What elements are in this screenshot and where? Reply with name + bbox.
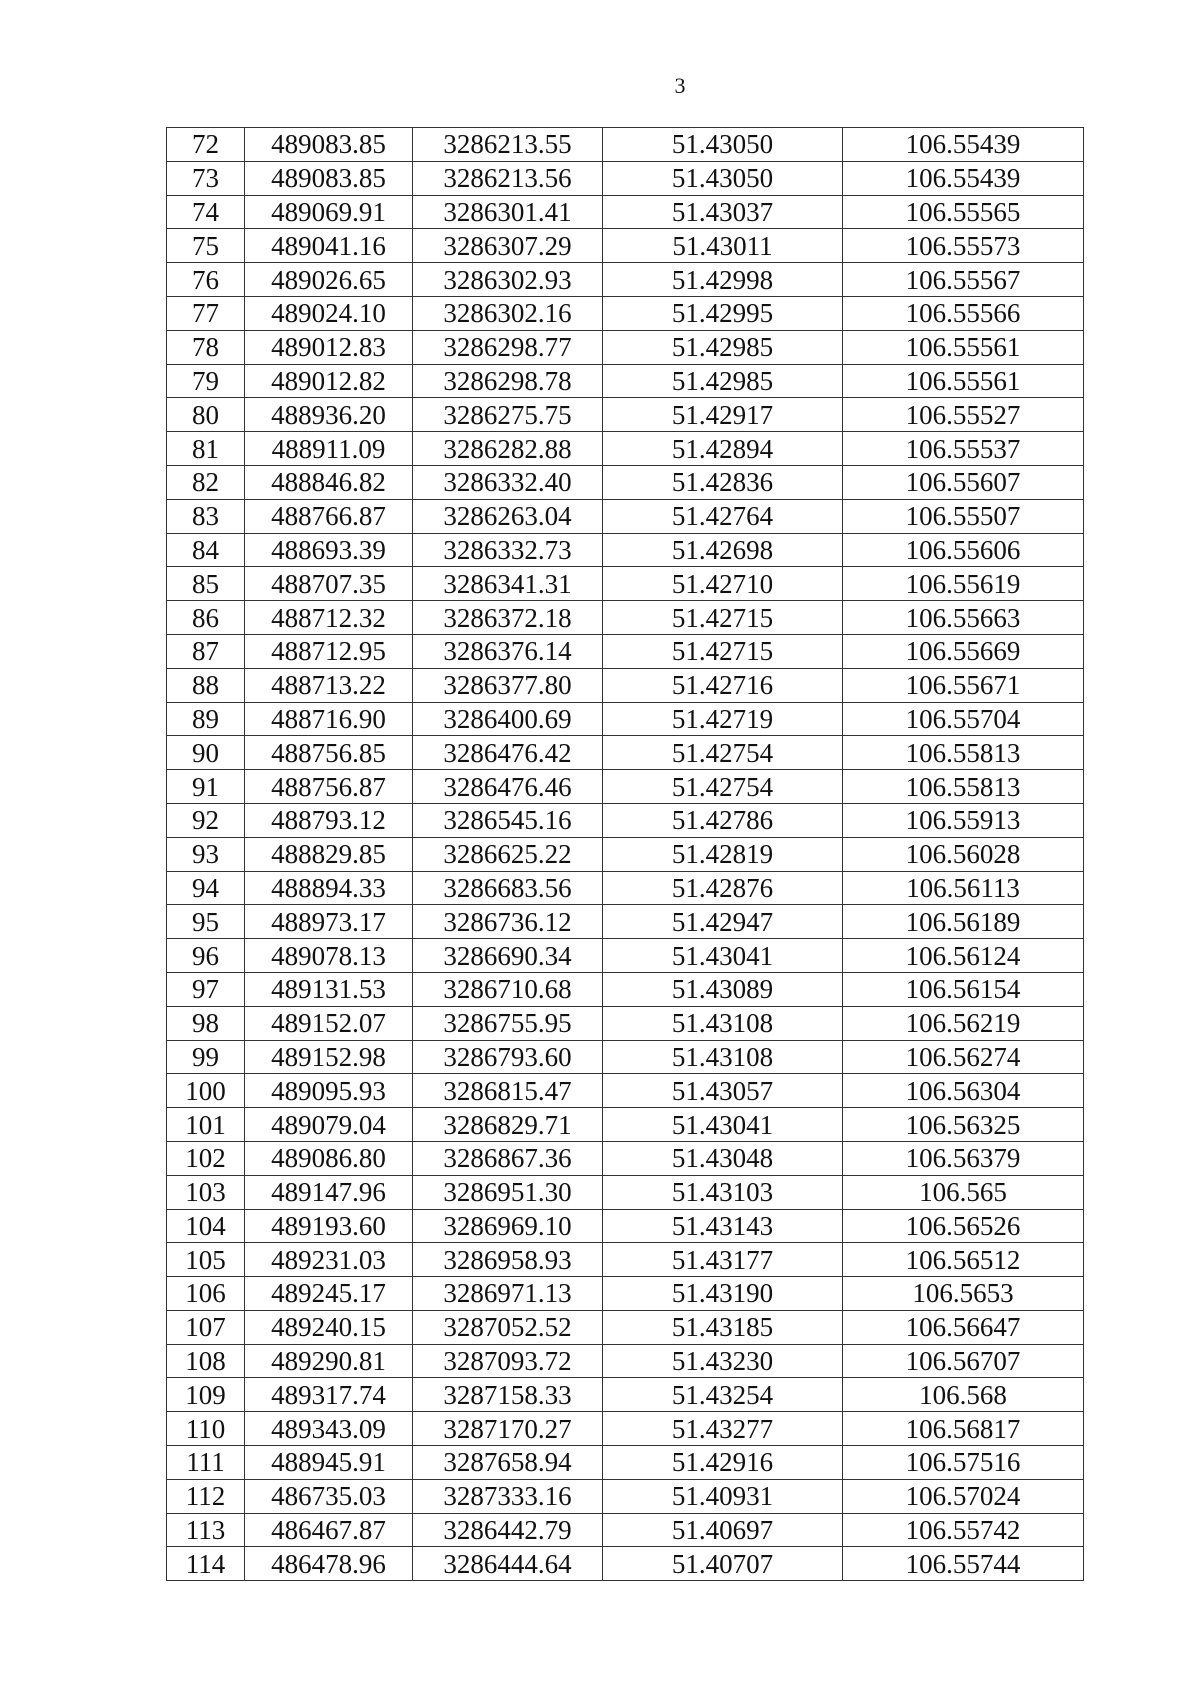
- y-coordinate-cell: 3286867.36: [413, 1141, 603, 1175]
- y-coordinate-cell: 3286377.80: [413, 668, 603, 702]
- x-coordinate-cell: 489231.03: [245, 1243, 413, 1277]
- point-number-cell: 111: [167, 1446, 245, 1480]
- point-number-cell: 82: [167, 465, 245, 499]
- latitude-cell: 51.43089: [603, 972, 843, 1006]
- x-coordinate-cell: 489343.09: [245, 1412, 413, 1446]
- latitude-cell: 51.42819: [603, 837, 843, 871]
- table-row: [167, 1108, 1084, 1142]
- point-number-cell: 105: [167, 1243, 245, 1277]
- y-coordinate-cell: 3286376.14: [413, 634, 603, 668]
- latitude-cell: 51.43185: [603, 1310, 843, 1344]
- longitude-cell: 106.56154: [843, 972, 1084, 1006]
- table-row: [167, 1344, 1084, 1378]
- longitude-cell: 106.55663: [843, 601, 1084, 635]
- x-coordinate-cell: 489290.81: [245, 1344, 413, 1378]
- point-number-cell: 102: [167, 1141, 245, 1175]
- point-number-cell: 93: [167, 837, 245, 871]
- y-coordinate-cell: 3286282.88: [413, 432, 603, 466]
- table-row: [167, 465, 1084, 499]
- point-number-cell: 107: [167, 1310, 245, 1344]
- longitude-cell: 106.56113: [843, 871, 1084, 905]
- latitude-cell: 51.42715: [603, 601, 843, 635]
- longitude-cell: 106.55813: [843, 770, 1084, 804]
- latitude-cell: 51.43277: [603, 1412, 843, 1446]
- x-coordinate-cell: 488945.91: [245, 1446, 413, 1480]
- y-coordinate-cell: 3286372.18: [413, 601, 603, 635]
- latitude-cell: 51.40931: [603, 1479, 843, 1513]
- x-coordinate-cell: 489245.17: [245, 1277, 413, 1311]
- latitude-cell: 51.42947: [603, 905, 843, 939]
- x-coordinate-cell: 488707.35: [245, 567, 413, 601]
- point-number-cell: 79: [167, 364, 245, 398]
- latitude-cell: 51.43230: [603, 1344, 843, 1378]
- point-number-cell: 80: [167, 398, 245, 432]
- y-coordinate-cell: 3286690.34: [413, 939, 603, 973]
- y-coordinate-cell: 3286298.78: [413, 364, 603, 398]
- y-coordinate-cell: 3287158.33: [413, 1378, 603, 1412]
- table-row: [167, 972, 1084, 1006]
- longitude-cell: 106.55439: [843, 161, 1084, 195]
- table-row: [167, 1277, 1084, 1311]
- table-row: [167, 1378, 1084, 1412]
- x-coordinate-cell: 488756.85: [245, 736, 413, 770]
- table-row: [167, 1074, 1084, 1108]
- y-coordinate-cell: 3286625.22: [413, 837, 603, 871]
- latitude-cell: 51.42754: [603, 736, 843, 770]
- point-number-cell: 95: [167, 905, 245, 939]
- x-coordinate-cell: 488894.33: [245, 871, 413, 905]
- table-row: [167, 330, 1084, 364]
- point-number-cell: 104: [167, 1209, 245, 1243]
- y-coordinate-cell: 3286444.64: [413, 1547, 603, 1581]
- x-coordinate-cell: 489024.10: [245, 296, 413, 330]
- longitude-cell: 106.55527: [843, 398, 1084, 432]
- table-row: [167, 398, 1084, 432]
- table-row: [167, 195, 1084, 229]
- y-coordinate-cell: 3286341.31: [413, 567, 603, 601]
- latitude-cell: 51.43057: [603, 1074, 843, 1108]
- y-coordinate-cell: 3286332.40: [413, 465, 603, 499]
- point-number-cell: 97: [167, 972, 245, 1006]
- coordinates-table-body: [167, 128, 1084, 1581]
- longitude-cell: 106.55669: [843, 634, 1084, 668]
- y-coordinate-cell: 3286302.93: [413, 263, 603, 297]
- longitude-cell: 106.55561: [843, 364, 1084, 398]
- y-coordinate-cell: 3286332.73: [413, 533, 603, 567]
- x-coordinate-cell: 489152.98: [245, 1040, 413, 1074]
- longitude-cell: 106.55537: [843, 432, 1084, 466]
- table-row: [167, 1310, 1084, 1344]
- longitude-cell: 106.57516: [843, 1446, 1084, 1480]
- table-row: [167, 128, 1084, 162]
- longitude-cell: 106.56512: [843, 1243, 1084, 1277]
- latitude-cell: 51.43048: [603, 1141, 843, 1175]
- y-coordinate-cell: 3287170.27: [413, 1412, 603, 1446]
- x-coordinate-cell: 489193.60: [245, 1209, 413, 1243]
- table-row: [167, 263, 1084, 297]
- point-number-cell: 76: [167, 263, 245, 297]
- x-coordinate-cell: 489041.16: [245, 229, 413, 263]
- y-coordinate-cell: 3286298.77: [413, 330, 603, 364]
- table-row: [167, 736, 1084, 770]
- point-number-cell: 74: [167, 195, 245, 229]
- x-coordinate-cell: 488911.09: [245, 432, 413, 466]
- latitude-cell: 51.43108: [603, 1040, 843, 1074]
- coordinates-table: [166, 127, 1084, 1581]
- point-number-cell: 94: [167, 871, 245, 905]
- x-coordinate-cell: 486735.03: [245, 1479, 413, 1513]
- y-coordinate-cell: 3286301.41: [413, 195, 603, 229]
- y-coordinate-cell: 3286683.56: [413, 871, 603, 905]
- point-number-cell: 112: [167, 1479, 245, 1513]
- point-number-cell: 103: [167, 1175, 245, 1209]
- table-row: [167, 702, 1084, 736]
- latitude-cell: 51.43050: [603, 128, 843, 162]
- longitude-cell: 106.56189: [843, 905, 1084, 939]
- point-number-cell: 88: [167, 668, 245, 702]
- page-number: 3: [674, 73, 686, 98]
- table-row: [167, 837, 1084, 871]
- point-number-cell: 98: [167, 1006, 245, 1040]
- longitude-cell: 106.56274: [843, 1040, 1084, 1074]
- x-coordinate-cell: 488793.12: [245, 803, 413, 837]
- x-coordinate-cell: 489012.83: [245, 330, 413, 364]
- table-row: [167, 634, 1084, 668]
- x-coordinate-cell: 488973.17: [245, 905, 413, 939]
- latitude-cell: 51.42710: [603, 567, 843, 601]
- longitude-cell: 106.55704: [843, 702, 1084, 736]
- table-row: [167, 770, 1084, 804]
- table-row: [167, 499, 1084, 533]
- table-row: [167, 1513, 1084, 1547]
- x-coordinate-cell: 489083.85: [245, 161, 413, 195]
- x-coordinate-cell: 488712.32: [245, 601, 413, 635]
- x-coordinate-cell: 488766.87: [245, 499, 413, 533]
- table-row: [167, 432, 1084, 466]
- longitude-cell: 106.55507: [843, 499, 1084, 533]
- latitude-cell: 51.43050: [603, 161, 843, 195]
- latitude-cell: 51.43190: [603, 1277, 843, 1311]
- table-row: [167, 1141, 1084, 1175]
- point-number-cell: 84: [167, 533, 245, 567]
- point-number-cell: 90: [167, 736, 245, 770]
- point-number-cell: 77: [167, 296, 245, 330]
- x-coordinate-cell: 489012.82: [245, 364, 413, 398]
- x-coordinate-cell: 486467.87: [245, 1513, 413, 1547]
- point-number-cell: 81: [167, 432, 245, 466]
- latitude-cell: 51.43177: [603, 1243, 843, 1277]
- latitude-cell: 51.42876: [603, 871, 843, 905]
- y-coordinate-cell: 3286476.42: [413, 736, 603, 770]
- longitude-cell: 106.55565: [843, 195, 1084, 229]
- latitude-cell: 51.42754: [603, 770, 843, 804]
- table-row: [167, 803, 1084, 837]
- longitude-cell: 106.55606: [843, 533, 1084, 567]
- latitude-cell: 51.43041: [603, 1108, 843, 1142]
- latitude-cell: 51.42719: [603, 702, 843, 736]
- latitude-cell: 51.42894: [603, 432, 843, 466]
- y-coordinate-cell: 3286476.46: [413, 770, 603, 804]
- point-number-cell: 89: [167, 702, 245, 736]
- longitude-cell: 106.55566: [843, 296, 1084, 330]
- point-number-cell: 78: [167, 330, 245, 364]
- longitude-cell: 106.56219: [843, 1006, 1084, 1040]
- table-row: [167, 1446, 1084, 1480]
- longitude-cell: 106.57024: [843, 1479, 1084, 1513]
- longitude-cell: 106.55607: [843, 465, 1084, 499]
- longitude-cell: 106.56325: [843, 1108, 1084, 1142]
- point-number-cell: 73: [167, 161, 245, 195]
- latitude-cell: 51.42836: [603, 465, 843, 499]
- longitude-cell: 106.56379: [843, 1141, 1084, 1175]
- x-coordinate-cell: 488846.82: [245, 465, 413, 499]
- y-coordinate-cell: 3287333.16: [413, 1479, 603, 1513]
- y-coordinate-cell: 3286829.71: [413, 1108, 603, 1142]
- x-coordinate-cell: 488716.90: [245, 702, 413, 736]
- point-number-cell: 96: [167, 939, 245, 973]
- point-number-cell: 101: [167, 1108, 245, 1142]
- y-coordinate-cell: 3286793.60: [413, 1040, 603, 1074]
- latitude-cell: 51.40707: [603, 1547, 843, 1581]
- longitude-cell: 106.56817: [843, 1412, 1084, 1446]
- latitude-cell: 51.42716: [603, 668, 843, 702]
- point-number-cell: 91: [167, 770, 245, 804]
- point-number-cell: 99: [167, 1040, 245, 1074]
- table-row: [167, 533, 1084, 567]
- x-coordinate-cell: 488713.22: [245, 668, 413, 702]
- y-coordinate-cell: 3286958.93: [413, 1243, 603, 1277]
- x-coordinate-cell: 488829.85: [245, 837, 413, 871]
- latitude-cell: 51.42917: [603, 398, 843, 432]
- x-coordinate-cell: 488693.39: [245, 533, 413, 567]
- latitude-cell: 51.43143: [603, 1209, 843, 1243]
- y-coordinate-cell: 3286213.56: [413, 161, 603, 195]
- latitude-cell: 51.42715: [603, 634, 843, 668]
- x-coordinate-cell: 489026.65: [245, 263, 413, 297]
- point-number-cell: 72: [167, 128, 245, 162]
- point-number-cell: 86: [167, 601, 245, 635]
- y-coordinate-cell: 3286736.12: [413, 905, 603, 939]
- table-row: [167, 871, 1084, 905]
- latitude-cell: 51.42998: [603, 263, 843, 297]
- longitude-cell: 106.55619: [843, 567, 1084, 601]
- latitude-cell: 51.43011: [603, 229, 843, 263]
- longitude-cell: 106.5653: [843, 1277, 1084, 1311]
- longitude-cell: 106.55439: [843, 128, 1084, 162]
- y-coordinate-cell: 3286969.10: [413, 1209, 603, 1243]
- longitude-cell: 106.55813: [843, 736, 1084, 770]
- y-coordinate-cell: 3286755.95: [413, 1006, 603, 1040]
- x-coordinate-cell: 489095.93: [245, 1074, 413, 1108]
- table-row: [167, 1547, 1084, 1581]
- longitude-cell: 106.55913: [843, 803, 1084, 837]
- y-coordinate-cell: 3286263.04: [413, 499, 603, 533]
- x-coordinate-cell: 489131.53: [245, 972, 413, 1006]
- table-row: [167, 905, 1084, 939]
- y-coordinate-cell: 3286815.47: [413, 1074, 603, 1108]
- x-coordinate-cell: 489069.91: [245, 195, 413, 229]
- point-number-cell: 110: [167, 1412, 245, 1446]
- latitude-cell: 51.42764: [603, 499, 843, 533]
- point-number-cell: 83: [167, 499, 245, 533]
- point-number-cell: 106: [167, 1277, 245, 1311]
- longitude-cell: 106.56304: [843, 1074, 1084, 1108]
- table-row: [167, 1006, 1084, 1040]
- table-row: [167, 161, 1084, 195]
- y-coordinate-cell: 3286710.68: [413, 972, 603, 1006]
- y-coordinate-cell: 3286442.79: [413, 1513, 603, 1547]
- table-row: [167, 364, 1084, 398]
- longitude-cell: 106.55573: [843, 229, 1084, 263]
- y-coordinate-cell: 3287093.72: [413, 1344, 603, 1378]
- point-number-cell: 87: [167, 634, 245, 668]
- longitude-cell: 106.55744: [843, 1547, 1084, 1581]
- longitude-cell: 106.56124: [843, 939, 1084, 973]
- latitude-cell: 51.43103: [603, 1175, 843, 1209]
- x-coordinate-cell: 488936.20: [245, 398, 413, 432]
- y-coordinate-cell: 3286951.30: [413, 1175, 603, 1209]
- point-number-cell: 100: [167, 1074, 245, 1108]
- table-row: [167, 939, 1084, 973]
- longitude-cell: 106.55671: [843, 668, 1084, 702]
- x-coordinate-cell: 486478.96: [245, 1547, 413, 1581]
- y-coordinate-cell: 3286275.75: [413, 398, 603, 432]
- y-coordinate-cell: 3286307.29: [413, 229, 603, 263]
- latitude-cell: 51.42698: [603, 533, 843, 567]
- point-number-cell: 108: [167, 1344, 245, 1378]
- point-number-cell: 85: [167, 567, 245, 601]
- table-row: [167, 567, 1084, 601]
- latitude-cell: 51.43041: [603, 939, 843, 973]
- table-row: [167, 1175, 1084, 1209]
- y-coordinate-cell: 3286400.69: [413, 702, 603, 736]
- longitude-cell: 106.568: [843, 1378, 1084, 1412]
- latitude-cell: 51.42995: [603, 296, 843, 330]
- latitude-cell: 51.43037: [603, 195, 843, 229]
- x-coordinate-cell: 488712.95: [245, 634, 413, 668]
- latitude-cell: 51.43254: [603, 1378, 843, 1412]
- longitude-cell: 106.55567: [843, 263, 1084, 297]
- table-row: [167, 229, 1084, 263]
- longitude-cell: 106.56647: [843, 1310, 1084, 1344]
- table-row: [167, 601, 1084, 635]
- table-row: [167, 1479, 1084, 1513]
- y-coordinate-cell: 3286302.16: [413, 296, 603, 330]
- y-coordinate-cell: 3286213.55: [413, 128, 603, 162]
- x-coordinate-cell: 489317.74: [245, 1378, 413, 1412]
- latitude-cell: 51.42786: [603, 803, 843, 837]
- y-coordinate-cell: 3287658.94: [413, 1446, 603, 1480]
- point-number-cell: 114: [167, 1547, 245, 1581]
- longitude-cell: 106.55742: [843, 1513, 1084, 1547]
- latitude-cell: 51.42985: [603, 330, 843, 364]
- x-coordinate-cell: 489079.04: [245, 1108, 413, 1142]
- y-coordinate-cell: 3286545.16: [413, 803, 603, 837]
- latitude-cell: 51.40697: [603, 1513, 843, 1547]
- x-coordinate-cell: 489078.13: [245, 939, 413, 973]
- table-row: [167, 296, 1084, 330]
- x-coordinate-cell: 489086.80: [245, 1141, 413, 1175]
- point-number-cell: 109: [167, 1378, 245, 1412]
- table-row: [167, 1209, 1084, 1243]
- y-coordinate-cell: 3287052.52: [413, 1310, 603, 1344]
- latitude-cell: 51.42985: [603, 364, 843, 398]
- point-number-cell: 92: [167, 803, 245, 837]
- x-coordinate-cell: 489240.15: [245, 1310, 413, 1344]
- point-number-cell: 113: [167, 1513, 245, 1547]
- latitude-cell: 51.43108: [603, 1006, 843, 1040]
- table-row: [167, 1412, 1084, 1446]
- y-coordinate-cell: 3286971.13: [413, 1277, 603, 1311]
- point-number-cell: 75: [167, 229, 245, 263]
- x-coordinate-cell: 489083.85: [245, 128, 413, 162]
- table-row: [167, 668, 1084, 702]
- table-row: [167, 1243, 1084, 1277]
- longitude-cell: 106.56707: [843, 1344, 1084, 1378]
- longitude-cell: 106.565: [843, 1175, 1084, 1209]
- longitude-cell: 106.56526: [843, 1209, 1084, 1243]
- longitude-cell: 106.56028: [843, 837, 1084, 871]
- table-row: [167, 1040, 1084, 1074]
- x-coordinate-cell: 489147.96: [245, 1175, 413, 1209]
- longitude-cell: 106.55561: [843, 330, 1084, 364]
- x-coordinate-cell: 489152.07: [245, 1006, 413, 1040]
- latitude-cell: 51.42916: [603, 1446, 843, 1480]
- x-coordinate-cell: 488756.87: [245, 770, 413, 804]
